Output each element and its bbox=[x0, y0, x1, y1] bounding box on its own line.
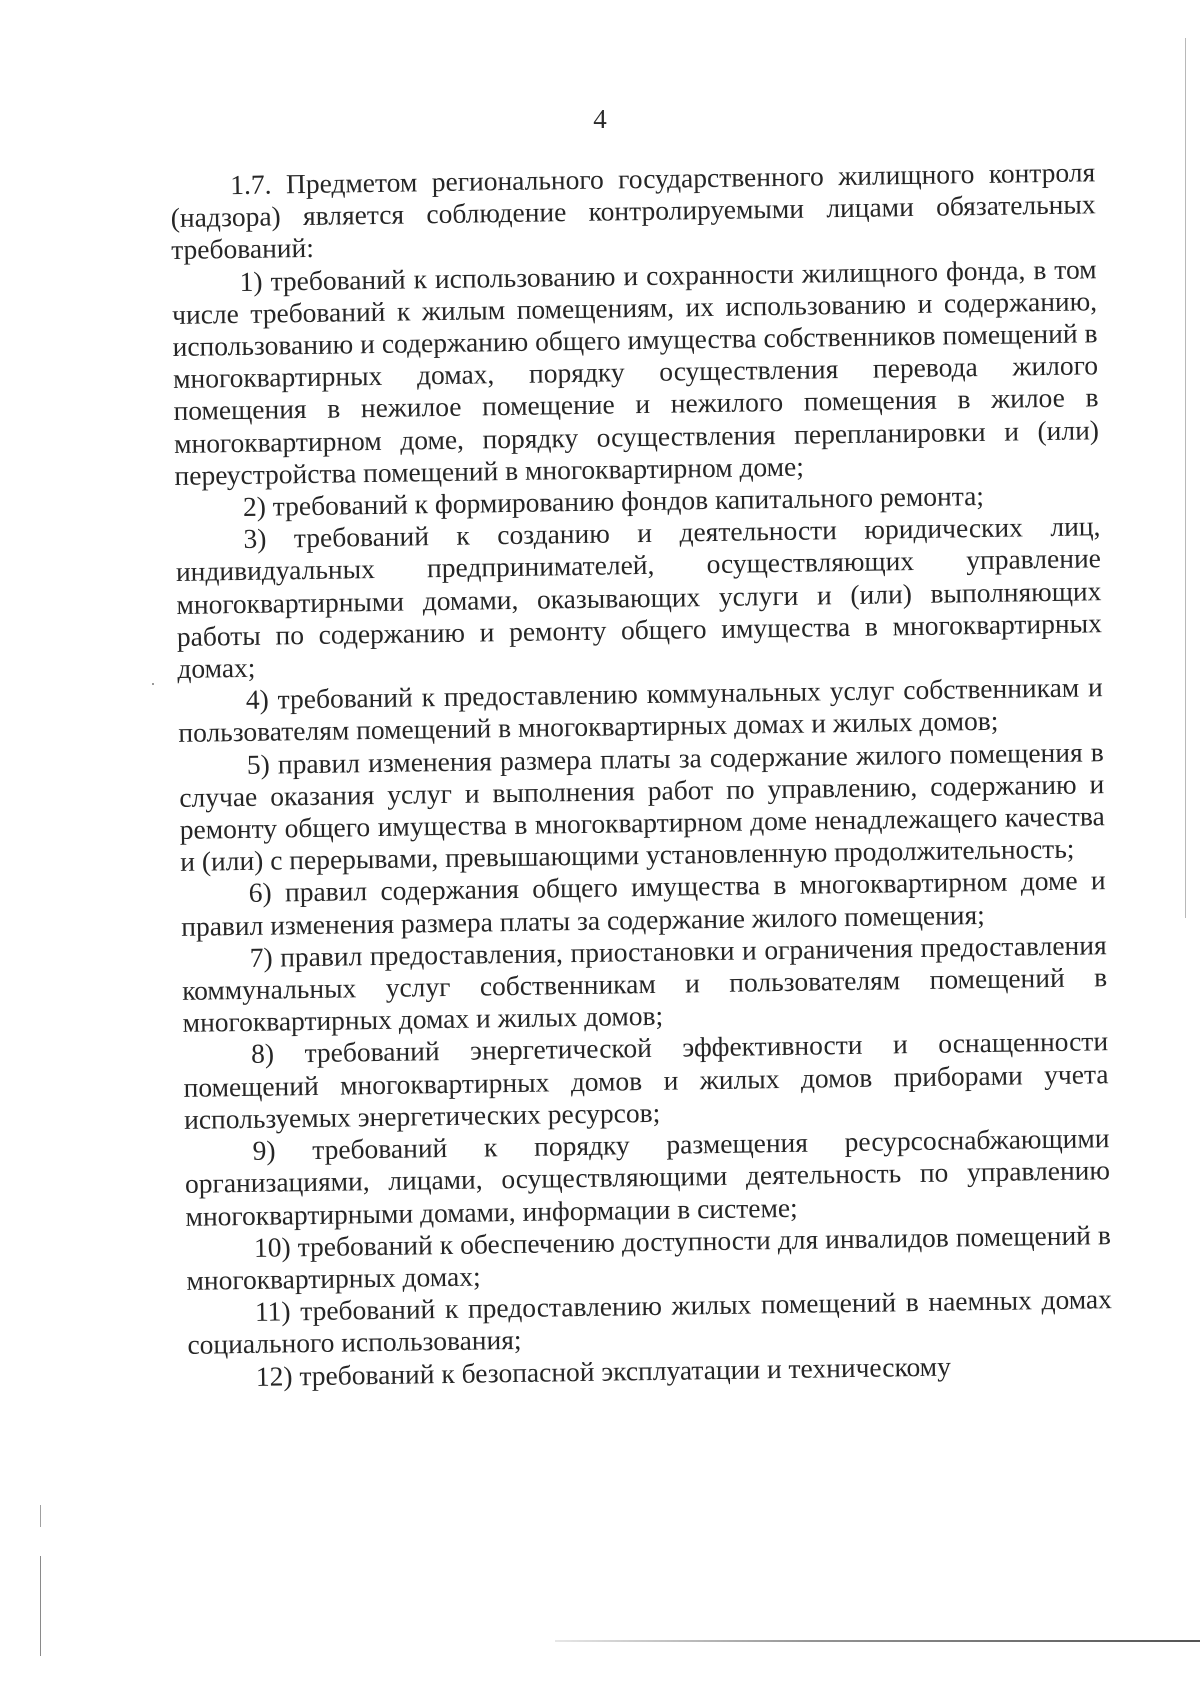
document-body bbox=[170, 156, 1113, 1393]
list-item-1: 1) требований к использованию и сохранности жилищного фонда, в том числе требований к жилым помещениям, их использованию и содержанию, использованию и содержанию общего имущества собственников помещений в многоквартирных домах, порядку осуществления перевода жилого помещения в нежилое помещение и нежилого помещения в жилое в многоквартирном доме, порядку осуществления перепланировки и (или) переустройства помещений в многоквартирном доме; bbox=[171, 252, 1100, 491]
list-item-10: 10) требований к обеспечению доступности для инвалидов помещений в многоквартирных домах; bbox=[186, 1218, 1112, 1296]
paragraph-1-7-intro: 1.7. Предметом регионального государственного жилищного контроля (надзора) является соблюдение контролируемыми лицами обязательных требований: bbox=[170, 156, 1096, 266]
list-item-3: 3) требований к созданию и деятельности юридических лиц, индивидуальных предпринимателей, осуществляющих управление многоквартирными домами, оказывающих услуги и (или) выполняющих работы по содержанию и ремонту общего имущества в многоквартирных домах; bbox=[175, 510, 1103, 684]
scan-edge-right bbox=[1185, 38, 1186, 918]
scan-bottom-edge bbox=[555, 1640, 1200, 1642]
list-item-4: 4) требований к предоставлению коммунальных услуг собственникам и пользователям помещений в многоквартирных домах и жилых домов; bbox=[178, 671, 1104, 749]
list-item-5: 5) правил изменения размера платы за содержание жилого помещения в случае оказания услуг и выполнения работ по управлению, содержанию и ремонту общего имущества в многоквартирном доме ненадлежащего качества и (или) с перерывами, превышающими установленную продолжительность; bbox=[179, 735, 1105, 878]
list-item-9: 9) требований к порядку размещения ресурсоснабжающими организациями, лицами, осуществляющими деятельность по управлению многоквартирными домами, информации в системе; bbox=[184, 1122, 1111, 1232]
scan-speck bbox=[152, 683, 154, 685]
list-item-8: 8) требований энергетической эффективности и оснащенности помещений многоквартирных домов и жилых домов приборами учета используемых энергетических ресурсов; bbox=[183, 1025, 1109, 1135]
list-item-6: 6) правил содержания общего имущества в многоквартирном доме и правил изменения размера платы за содержание жилого помещения; bbox=[180, 864, 1106, 942]
page-number: 4 bbox=[593, 104, 607, 134]
list-item-12: 12) требований к безопасной эксплуатации и техническому bbox=[255, 1350, 952, 1392]
list-item-2: 2) требований к формированию фондов капитального ремонта; bbox=[242, 479, 985, 522]
list-item-7: 7) правил предоставления, приостановки и ограничения предоставления коммунальных услуг собственникам и пользователям помещений в многоквартирных домах и жилых домов; bbox=[181, 929, 1108, 1039]
list-item-11: 11) требований к предоставлению жилых помещений в наемных домах социального использования; bbox=[187, 1283, 1113, 1361]
scan-edge-left bbox=[40, 1556, 41, 1656]
scan-edge-left-mark bbox=[40, 1505, 41, 1527]
